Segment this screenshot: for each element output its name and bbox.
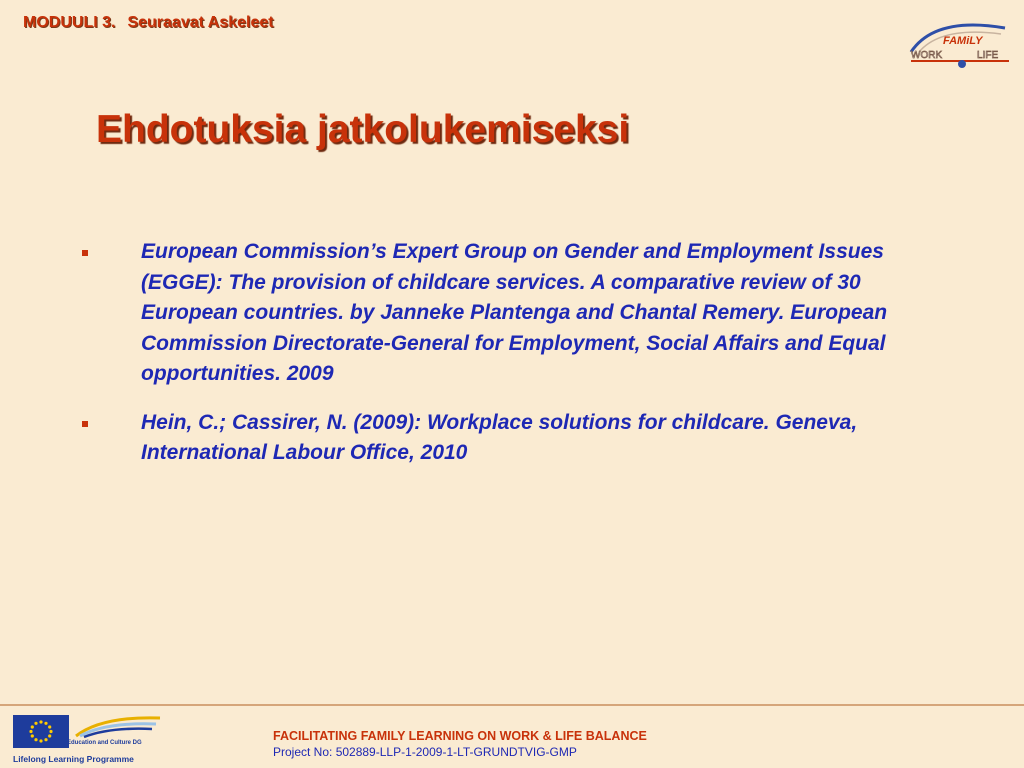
reference-text: European Commission’s Expert Group on Gender and Employment Issues (EGGE): The provision of childcare services. A comparative review of 30 European countries. by Janneke Plantenga and Chantal Remery. European Commission Directorate-General for Employment, Social Affairs and Equal opportunities. 2009 [141, 240, 888, 385]
footer-project-number: Project No: 502889-LLP-1-2009-1-LT-GRUNDTVIG-GMP [273, 745, 577, 759]
family-work-life-logo [905, 14, 1015, 70]
eu-flag-icon [13, 715, 69, 748]
module-header [23, 14, 274, 32]
bullet-icon [82, 421, 88, 427]
edu-culture-label: Education and Culture DG [67, 740, 142, 746]
slide-title: Ehdotuksia jatkolukemiseksi [96, 108, 630, 151]
footer-logos [10, 712, 170, 766]
reference-item [80, 237, 950, 390]
module-title: Seuraavat Askeleet [127, 14, 274, 31]
reference-item [80, 408, 950, 469]
logo-family-text: FAMiLY [943, 35, 983, 47]
logo-work-text: WORK [911, 50, 943, 61]
bullet-icon [82, 250, 88, 256]
footer-title: FACILITATING FAMILY LEARNING ON WORK & LIFE BALANCE [273, 729, 647, 743]
reference-list [80, 237, 950, 487]
llp-label: Lifelong Learning Programme [13, 754, 134, 764]
reference-text: Hein, C.; Cassirer, N. (2009): Workplace solutions for childcare. Geneva, International Labour Office, 2010 [141, 410, 858, 464]
logo-balance-dot [958, 60, 966, 68]
logo-life-text: LIFE [977, 50, 999, 61]
module-label: MODUULI 3. [23, 14, 116, 31]
footer-divider [0, 704, 1024, 706]
footer-text [273, 729, 647, 760]
llp-wave-icon [72, 712, 164, 740]
